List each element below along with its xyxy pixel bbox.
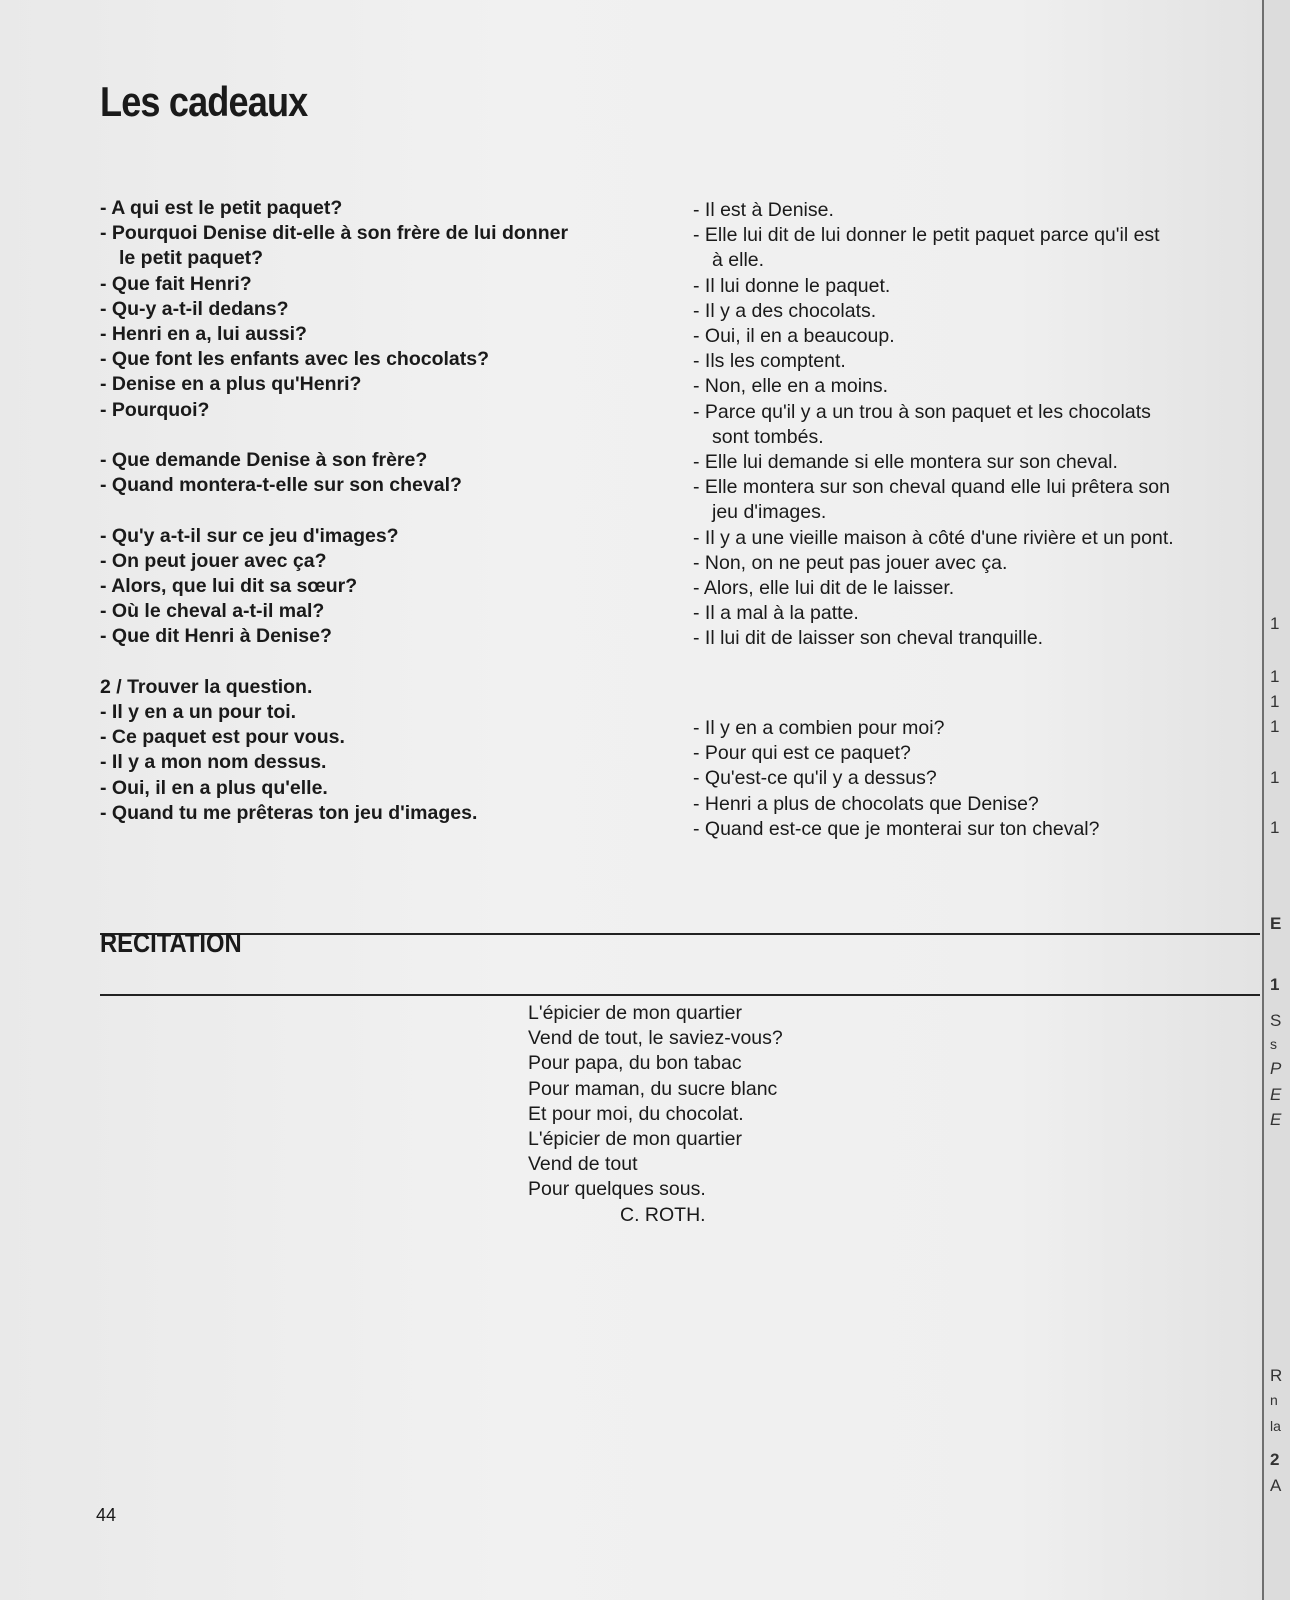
- exercise-prompt: - Il y a mon nom dessus.: [100, 751, 327, 774]
- question-line: - Que fait Henri?: [100, 272, 252, 295]
- answer-line: - Elle montera sur son cheval quand elle lui prêtera son: [693, 476, 1170, 499]
- question-line: - Pourquoi?: [100, 398, 210, 421]
- answer-line: - Oui, il en a beaucoup.: [693, 325, 895, 348]
- answer-line: - Alors, elle lui dit de le laisser.: [693, 577, 955, 600]
- question-line: - On peut jouer avec ça?: [100, 549, 327, 572]
- answer-line: - Parce qu'il y a un trou à son paquet et les chocolats: [693, 400, 1151, 423]
- questions-column: [100, 196, 680, 826]
- question-line: - Qu-y a-t-il dedans?: [100, 297, 289, 320]
- exercise-prompt: - Il y en a un pour toi.: [100, 701, 297, 724]
- question-line: - Que dit Henri à Denise?: [100, 625, 332, 648]
- poem-author: C. ROTH.: [620, 1203, 706, 1226]
- facing-page-edge: [1262, 0, 1290, 1600]
- facing-page-fragment: 1: [1270, 692, 1280, 711]
- facing-page-fragment: E: [1270, 1110, 1282, 1129]
- exercise-prompt: - Ce paquet est pour vous.: [100, 726, 345, 749]
- exercise-answer: - Henri a plus de chocolats que Denise?: [693, 792, 1039, 815]
- facing-page-fragment: 1: [1270, 975, 1280, 994]
- question-line: - Henri en a, lui aussi?: [100, 323, 307, 346]
- exercise-answer: - Il y en a combien pour moi?: [693, 717, 945, 739]
- facing-page-fragment: 1: [1270, 614, 1280, 633]
- poem-line: Et pour moi, du chocolat.: [528, 1102, 744, 1125]
- exercise-answers-column: [693, 716, 1258, 842]
- question-line: - A qui est le petit paquet?: [100, 197, 343, 219]
- exercise-answer: - Pour qui est ce paquet?: [693, 742, 911, 765]
- poem-line: Vend de tout: [528, 1153, 638, 1176]
- answer-line: - Il y a une vieille maison à côté d'une rivière et un pont.: [693, 526, 1174, 549]
- question-line: - Denise en a plus qu'Henri?: [100, 373, 362, 396]
- facing-page-fragment: A: [1270, 1476, 1282, 1495]
- exercise-answer: - Quand est-ce que je monterai sur ton cheval?: [693, 817, 1100, 840]
- facing-page-fragment: E: [1270, 1085, 1282, 1104]
- facing-page-fragment: s: [1270, 1036, 1277, 1052]
- page-title: Les cadeaux: [100, 78, 308, 125]
- question-line: le petit paquet?: [119, 247, 264, 270]
- question-line: - Qu'y a-t-il sur ce jeu d'images?: [100, 524, 399, 547]
- exercise-heading: 2 / Trouver la question.: [100, 675, 313, 698]
- facing-page-fragment: 1: [1270, 818, 1280, 837]
- facing-page-fragment: P: [1270, 1059, 1282, 1078]
- answer-line: - Elle lui demande si elle montera sur son cheval.: [693, 451, 1118, 474]
- exercise-prompt: - Oui, il en a plus qu'elle.: [100, 776, 328, 799]
- answer-line: à elle.: [712, 249, 765, 272]
- facing-page-fragment: 2: [1270, 1450, 1280, 1469]
- poem-line: L'épicier de mon quartier: [528, 1128, 743, 1151]
- answer-line: - Il a mal à la patte.: [693, 602, 859, 625]
- answer-line: - Non, on ne peut pas jouer avec ça.: [693, 551, 1008, 574]
- question-line: - Que demande Denise à son frère?: [100, 449, 428, 472]
- facing-page-fragment: S: [1270, 1011, 1282, 1030]
- facing-page-fragment: R: [1270, 1366, 1283, 1385]
- answer-line: - Elle lui dit de lui donner le petit paquet parce qu'il est: [693, 224, 1160, 247]
- recitation-top-rule: [100, 933, 1260, 935]
- answer-line: - Il est à Denise.: [693, 199, 834, 221]
- answer-line: sont tombés.: [712, 425, 824, 448]
- poem: [528, 1001, 783, 1228]
- facing-page-fragment: 1: [1270, 717, 1280, 736]
- question-line: - Quand montera-t-elle sur son cheval?: [100, 474, 462, 497]
- facing-page-fragment: 1: [1270, 667, 1280, 686]
- poem-line: Pour maman, du sucre blanc: [528, 1077, 778, 1100]
- poem-line: L'épicier de mon quartier: [528, 1002, 743, 1024]
- poem-line: Vend de tout, le saviez-vous?: [528, 1027, 783, 1050]
- facing-page-fragment: la: [1270, 1418, 1281, 1434]
- facing-page-fragment: E: [1270, 914, 1282, 933]
- facing-page-fragment: 1: [1270, 768, 1280, 787]
- answer-line: - Non, elle en a moins.: [693, 375, 889, 398]
- question-line: - Alors, que lui dit sa sœur?: [100, 575, 358, 598]
- poem-line: Pour papa, du bon tabac: [528, 1052, 742, 1075]
- facing-page-fragment: n: [1270, 1392, 1278, 1408]
- answer-line: - Ils les comptent.: [693, 350, 846, 373]
- page-number: 44: [96, 1505, 117, 1525]
- answer-line: jeu d'images.: [712, 501, 827, 524]
- recitation-bottom-rule: [100, 994, 1260, 996]
- answer-line: - Il y a des chocolats.: [693, 299, 877, 322]
- question-line: - Que font les enfants avec les chocolats?: [100, 348, 490, 371]
- question-line: - Où le cheval a-t-il mal?: [100, 600, 325, 623]
- question-line: - Pourquoi Denise dit-elle à son frère de lui donner: [100, 222, 569, 245]
- exercise-answer: - Qu'est-ce qu'il y a dessus?: [693, 767, 937, 790]
- answers-column: [693, 198, 1258, 652]
- exercise-prompt: - Quand tu me prêteras ton jeu d'images.: [100, 801, 478, 824]
- answer-line: - Il lui dit de laisser son cheval tranquille.: [693, 627, 1044, 650]
- recitation-heading: RECITATION: [100, 928, 242, 958]
- answer-line: - Il lui donne le paquet.: [693, 274, 891, 297]
- poem-line: Pour quelques sous.: [528, 1178, 706, 1201]
